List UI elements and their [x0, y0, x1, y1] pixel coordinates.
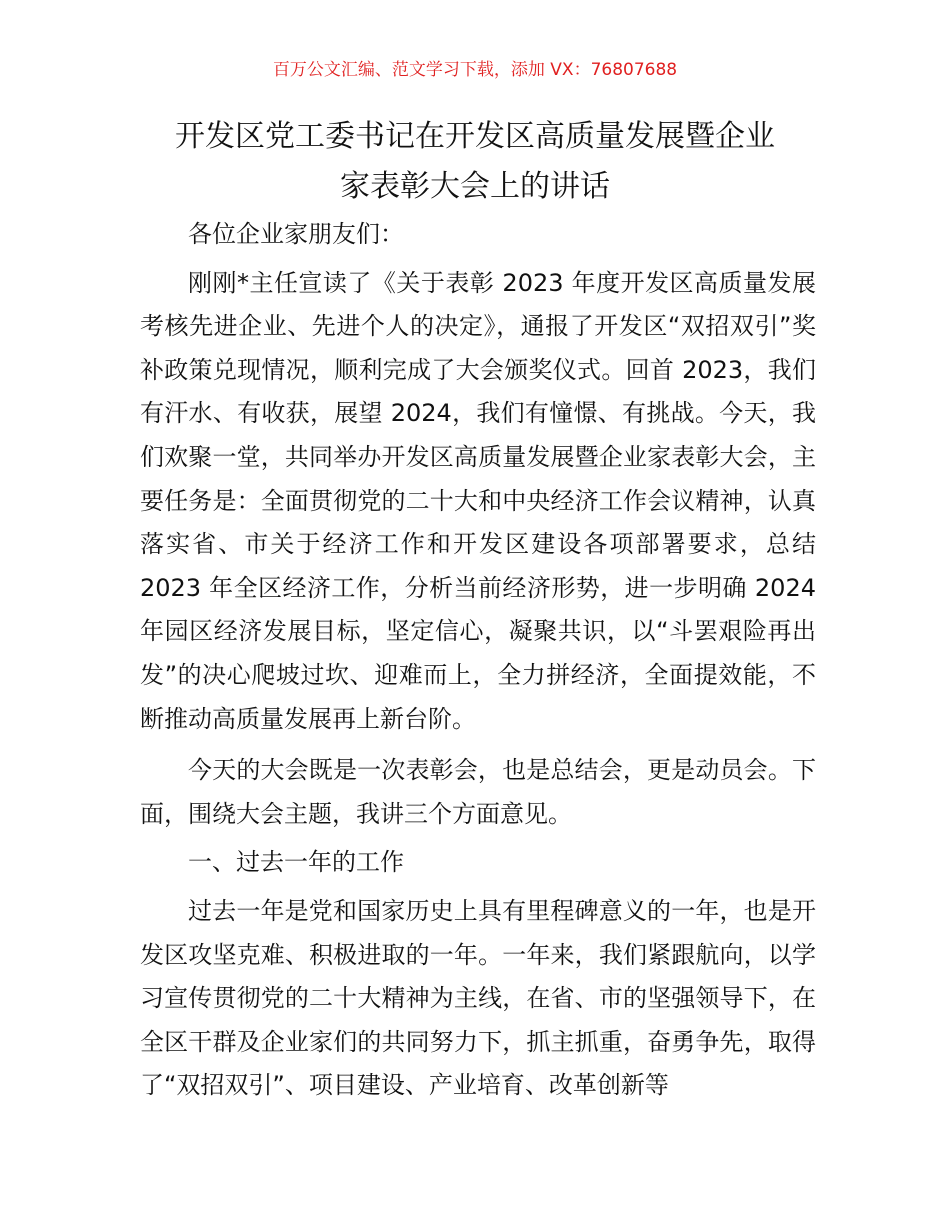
title-line-2: 家表彰大会上的讲话 — [340, 169, 610, 204]
salutation: 各位企业家朋友们： — [188, 220, 404, 248]
section-heading-1: 一、过去一年的工作 — [188, 848, 404, 877]
title-line-1: 开发区党工委书记在开发区高质量发展暨企业 — [175, 119, 775, 154]
paragraph-agenda: 今天的大会既是一次表彰会，也是总结会，更是动员会。下面，围绕大会主题，我讲三个方面意见。 — [140, 756, 816, 828]
paragraph-intro: 刚刚*主任宣读了《关于表彰 2023 年度开发区高质量发展考核先进企业、先进个人的决定》，通报了开发区“双招双引”奖补政策兑现情况，顺利完成了大会颁奖仪式。回首 2023，我们有汗水、有收获，展望 2024，我们有憧憬、有挑战。今天，我们欢聚一堂，共同举办开发区高质量发展暨企业家表彰大会，主要任务是：全面贯彻党的二十大和中央经济工作会议精神，认真落实省、市关于经济工作和开发区建设各项部署要求，总结 2023 年全区经济工作，分析当前经济形势，进一步明确 2024 年园区经济发展目标，坚定信心，凝聚共识，以“斗罢艰险再出发”的决心爬坡过坎、迎难而上，全力拼经济，全面提效能，不断推动高质量发展再上新台阶。 — [140, 268, 816, 733]
document-title — [120, 112, 830, 212]
document-body — [140, 213, 816, 1108]
watermark-banner: 百万公文汇编、范文学习下载，添加 VX：76807688 — [272, 60, 678, 80]
paragraph-past-year: 过去一年是党和国家历史上具有里程碑意义的一年，也是开发区攻坚克难、积极进取的一年。一年来，我们紧跟航向，以学习宣传贯彻党的二十大精神为主线，在省、市的坚强领导下，在全区干群及企业家们的共同努力下，抓主抓重，奋勇争先，取得了“双招双引”、项目建设、产业培育、改革创新等 — [140, 896, 816, 1100]
